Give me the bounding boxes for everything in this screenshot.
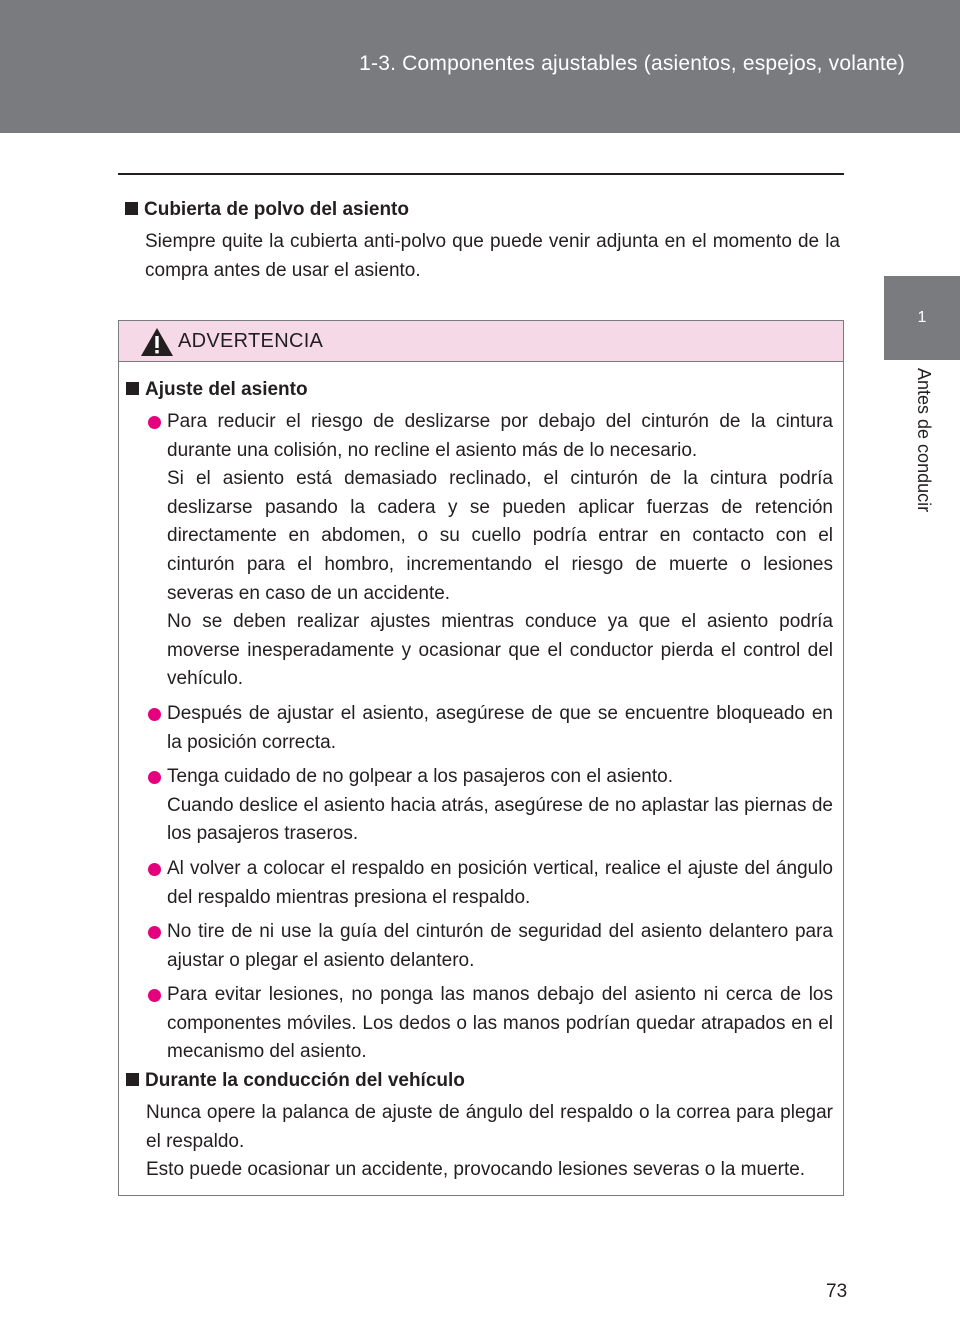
bullet-item <box>126 408 833 694</box>
bullet-item <box>126 700 833 757</box>
driving-warning-text <box>126 1099 833 1185</box>
page-number: 73 <box>826 1281 848 1302</box>
bullet-paragraph: Si el asiento está demasiado reclinado, el cinturón de la cintura podría deslizarse pasando la cadera y se pueden aplicar fuerzas de retención directamente en abdomen, o su cuello podría entrar en contacto con el cinturón para el hombro, incrementando el riesgo de muerte o lesiones severas en caso de un accidente. <box>167 468 833 604</box>
bullet-paragraph: Después de ajustar el asiento, asegúrese de que se encuentre bloqueado en la posición correcta. <box>167 702 833 753</box>
round-bullet-icon <box>148 416 161 429</box>
bullet-item <box>126 981 833 1067</box>
warning-paragraph: Esto puede ocasionar un accidente, provocando lesiones severas o la muerte. <box>146 1159 806 1181</box>
warning-subheading <box>126 1067 833 1095</box>
section-divider <box>118 173 844 175</box>
chapter-tab-number: 1 <box>884 276 960 360</box>
square-bullet-icon <box>126 382 139 395</box>
round-bullet-icon <box>148 863 161 876</box>
subheading-text: Durante la conducción del vehículo <box>145 1070 465 1092</box>
bullet-paragraph: Tenga cuidado de no golpear a los pasajeros con el asiento. <box>167 766 673 788</box>
warning-title: ADVERTENCIA <box>178 329 324 352</box>
round-bullet-icon <box>148 989 161 1002</box>
warning-header <box>119 321 843 362</box>
bullet-paragraph: Para evitar lesiones, no ponga las manos debajo del asiento ni cerca de los componentes móviles. Los dedos o las manos podrían quedar atrapados en el mecanismo del asiento. <box>167 984 833 1063</box>
dust-cover-section <box>125 196 840 285</box>
warning-paragraph: Nunca opere la palanca de ajuste de ángulo del respaldo o la correa para plegar el respaldo. <box>146 1102 833 1152</box>
section-text: Siempre quite la cubierta anti-polvo que puede venir adjunta en el momento de la compra antes de usar el asiento. <box>145 231 840 281</box>
bullet-paragraph: No tire de ni use la guía del cinturón de seguridad del asiento delantero para ajustar o plegar el asiento delantero. <box>167 921 833 971</box>
page-header-band <box>0 0 960 133</box>
section-running-title: 1-3. Componentes ajustables (asientos, espejos, volante) <box>359 52 905 75</box>
square-bullet-icon <box>126 1073 139 1086</box>
bullet-item <box>126 763 833 849</box>
square-bullet-icon <box>125 202 138 215</box>
section-heading <box>125 196 840 224</box>
warning-subheading <box>126 376 833 404</box>
bullet-paragraph: Cuando deslice el asiento hacia atrás, asegúrese de no aplastar las piernas de los pasajeros traseros. <box>167 794 833 845</box>
chapter-tab <box>884 360 960 570</box>
bullet-paragraph: Al volver a colocar el respaldo en posición vertical, realice el ajuste del ángulo del respaldo mientras presiona el respaldo. <box>167 857 833 908</box>
warning-box <box>118 320 844 1196</box>
section-heading-text: Cubierta de polvo del asiento <box>144 199 409 220</box>
round-bullet-icon <box>148 771 161 784</box>
bullet-paragraph: No se deben realizar ajustes mientras conduce ya que el asiento podría moverse inesperadamente y ocasionar que el conductor pierda el control del vehículo. <box>167 611 833 690</box>
round-bullet-icon <box>148 708 161 721</box>
subheading-text: Ajuste del asiento <box>145 379 308 400</box>
bullet-paragraph: Para reducir el riesgo de deslizarse por debajo del cinturón de la cintura durante una colisión, no recline el asiento más de lo necesario. <box>167 411 833 461</box>
warning-body <box>119 362 843 1185</box>
round-bullet-icon <box>148 926 161 939</box>
chapter-tab-title: Antes de conducir <box>914 368 934 513</box>
bullet-item <box>126 918 833 975</box>
bullet-item <box>126 855 833 912</box>
warning-triangle-icon <box>140 327 174 357</box>
